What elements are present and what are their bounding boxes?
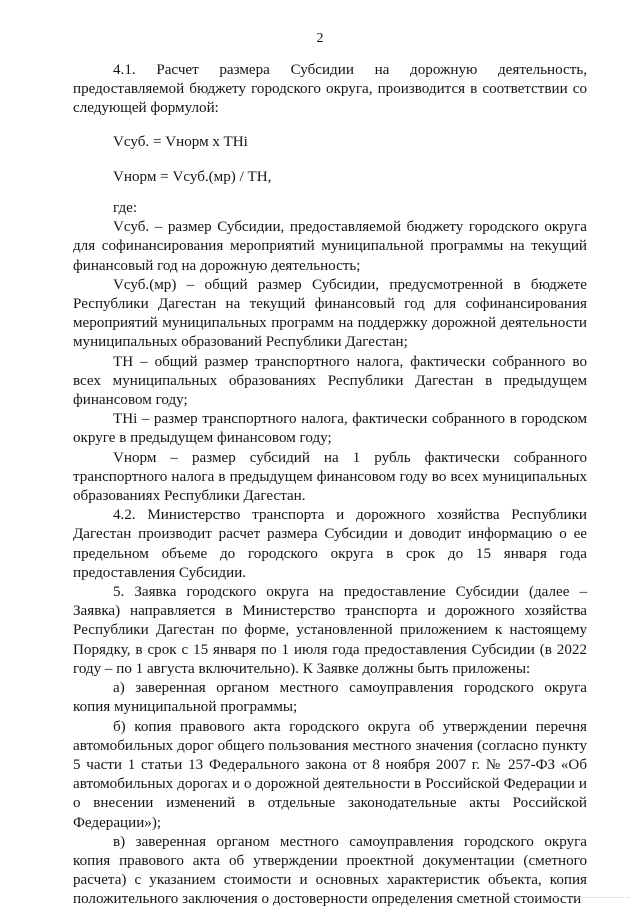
- definition-vsub: Vсуб. – размер Субсидии, предоставляемой бюджету городского округа для софинансирования мероприятий муниципальной программы на текущий финансовый год на дорожную деятельность;: [73, 219, 587, 274]
- where-label: где:: [113, 200, 138, 217]
- definition-vsub-mr: Vсуб.(мр) – общий размер Субсидии, предусмотренной в бюджете Республики Дагестан на текущий финансовый год для софинансирования мероприятий муниципальных программ на поддержку дорожной деятельности муниципальных образований Республики Дагестан;: [73, 276, 587, 351]
- paragraph-4-1: 4.1. Расчет размера Субсидии на дорожную деятельность, предоставляемой бюджету городского округа, производится в соответствии со следующей формулой:: [73, 62, 587, 117]
- formula-subsidy: Vсуб. = Vнорм x THi: [113, 133, 248, 150]
- paragraph-4-2: 4.2. Министерство транспорта и дорожного хозяйства Республики Дагестан производит расчет размера Субсидии и доводит информацию о ее предельном объеме до городского округа в срок до 15 января года предоставления Субсидии.: [73, 507, 587, 581]
- list-item-a: а) заверенная органом местного самоуправления городского округа копия муниципальной программы;: [73, 680, 587, 716]
- paragraph-5: 5. Заявка городского округа на предоставление Субсидии (далее – Заявка) направляется в Министерство транспорта и дорожного хозяйства Республики Дагестан по форме, установленной приложением к настоящему Порядку, в срок с 15 января по 1 июля года предоставления Субсидии (в 2022 году – по 1 августа включительно). К Заявке должны быть приложены:: [73, 584, 587, 677]
- scan-edge-mark: [510, 897, 630, 899]
- page-number: 2: [316, 31, 324, 46]
- definition-tni: ТНi – размер транспортного налога, фактически собранного в городском округе в предыдущем финансовом году;: [73, 411, 587, 447]
- formula-norm: Vнорм = Vсуб.(мр) / ТН,: [113, 168, 272, 185]
- list-item-b: б) копия правового акта городского округа об утверждении перечня автомобильных дорог общего пользования местного значения (согласно пункту 5 части 1 статьи 13 Федерального закона от 8 ноября 2007 г. № 257-ФЗ «Об автомобильных дорогах и о дорожной деятельности в Российской Федерации и о внесении изменений в отдельные законодательные акты Российской Федерации»);: [73, 718, 587, 831]
- definition-tn: ТН – общий размер транспортного налога, фактически собранного во всех муниципальных образованиях Республики Дагестан в предыдущем финансовом году;: [73, 353, 587, 409]
- definition-vnorm: Vнорм – размер субсидий на 1 рубль фактически собранного транспортного налога в предыдущем финансовом году во всех муниципальных образованиях Республики Дагестан.: [73, 449, 587, 505]
- document-body: [73, 61, 587, 910]
- list-item-v: в) заверенная органом местного самоуправления городского округа копия правового акта об утверждении проектной документации (сметного расчета) с указанием стоимости и основных характеристик объекта, копия положительного заключения о достоверности определения сметной стоимости: [73, 833, 587, 908]
